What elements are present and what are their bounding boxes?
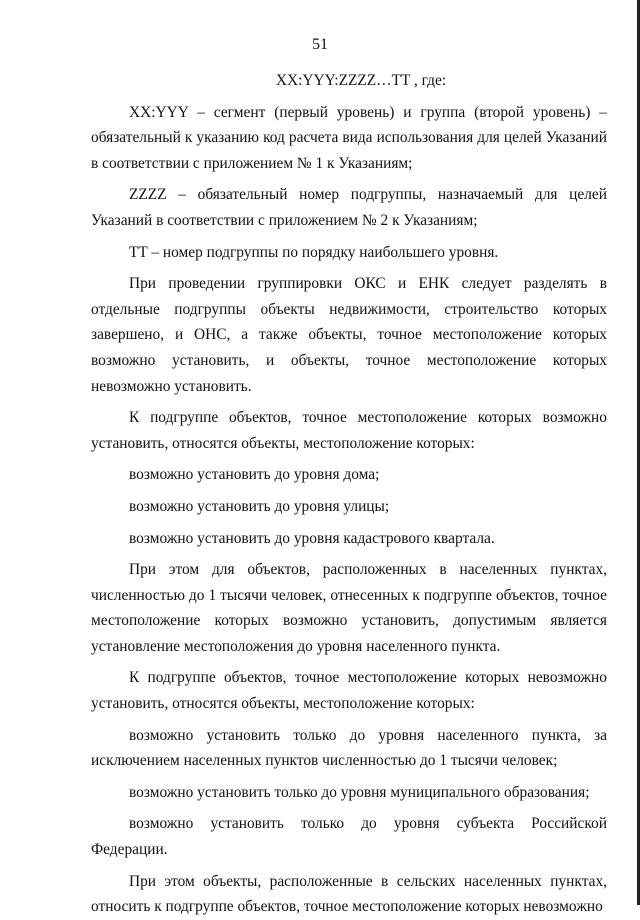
- list-item-cadastral-level: возможно установить до уровня кадастрового квартала.: [129, 529, 495, 547]
- list-item-house-level: возможно установить до уровня дома;: [129, 466, 380, 484]
- paragraph-non-locatable-objects: К подгруппе объектов, точное местоположение которых невозможно установить, относятся объекты, местоположение которых:: [91, 669, 607, 713]
- page-number: 51: [312, 36, 328, 53]
- paragraph-rural-settlements: При этом объекты, расположенные в сельских населенных пунктах, относить к подгруппе объектов, точное местоположение которых невозможно: [91, 872, 607, 916]
- paragraph-small-settlements: При этом для объектов, расположенных в населенных пунктах, численностью до 1 тысячи человек, отнесенных к подгруппе объектов, точное местоположение которых возможно установить, допустимым является установление местоположения до уровня населенного пункта.: [91, 561, 607, 655]
- list-item-municipality-level: возможно установить только до уровня муниципального образования;: [129, 783, 590, 801]
- paragraph-grouping-rules: При проведении группировки ОКС и ЕНК следует разделять в отдельные подгруппы объекты недвижимости, строительство которых завершено, и ОНС, а также объекты, точное местоположение которых возможно установить, и объекты, точное местоположение которых невозможно установить.: [91, 275, 607, 395]
- paragraph-locatable-objects: К подгруппе объектов, точное местоположение которых возможно установить, относятся объекты, местоположение которых:: [91, 409, 607, 452]
- document-body: [91, 68, 607, 920]
- paragraph-subgroup-order: TT – номер подгруппы по порядку наибольшего уровня.: [129, 243, 499, 261]
- paragraph-subgroup-number: ZZZZ – обязательный номер подгруппы, назначаемый для целей Указаний в соответствии с приложением № 2 к Указаниям;: [91, 186, 607, 229]
- paragraph-segment-group: XX:YYY – сегмент (первый уровень) и группа (второй уровень) – обязательный к указанию код расчета вида использования для целей Указаний в соответствии с приложением № 1 к Указаниям;: [91, 103, 607, 172]
- list-item-region-level: возможно установить только до уровня субъекта Российской Федерации.: [91, 815, 607, 859]
- list-item-street-level: возможно установить до уровня улицы;: [129, 497, 390, 515]
- code-format-line: XX:YYY:ZZZZ…TT , где:: [275, 72, 447, 89]
- list-item-settlement-level: возможно установить только до уровня населенного пункта, за исключением населенных пунктов численностью до 1 тысячи человек;: [91, 726, 607, 770]
